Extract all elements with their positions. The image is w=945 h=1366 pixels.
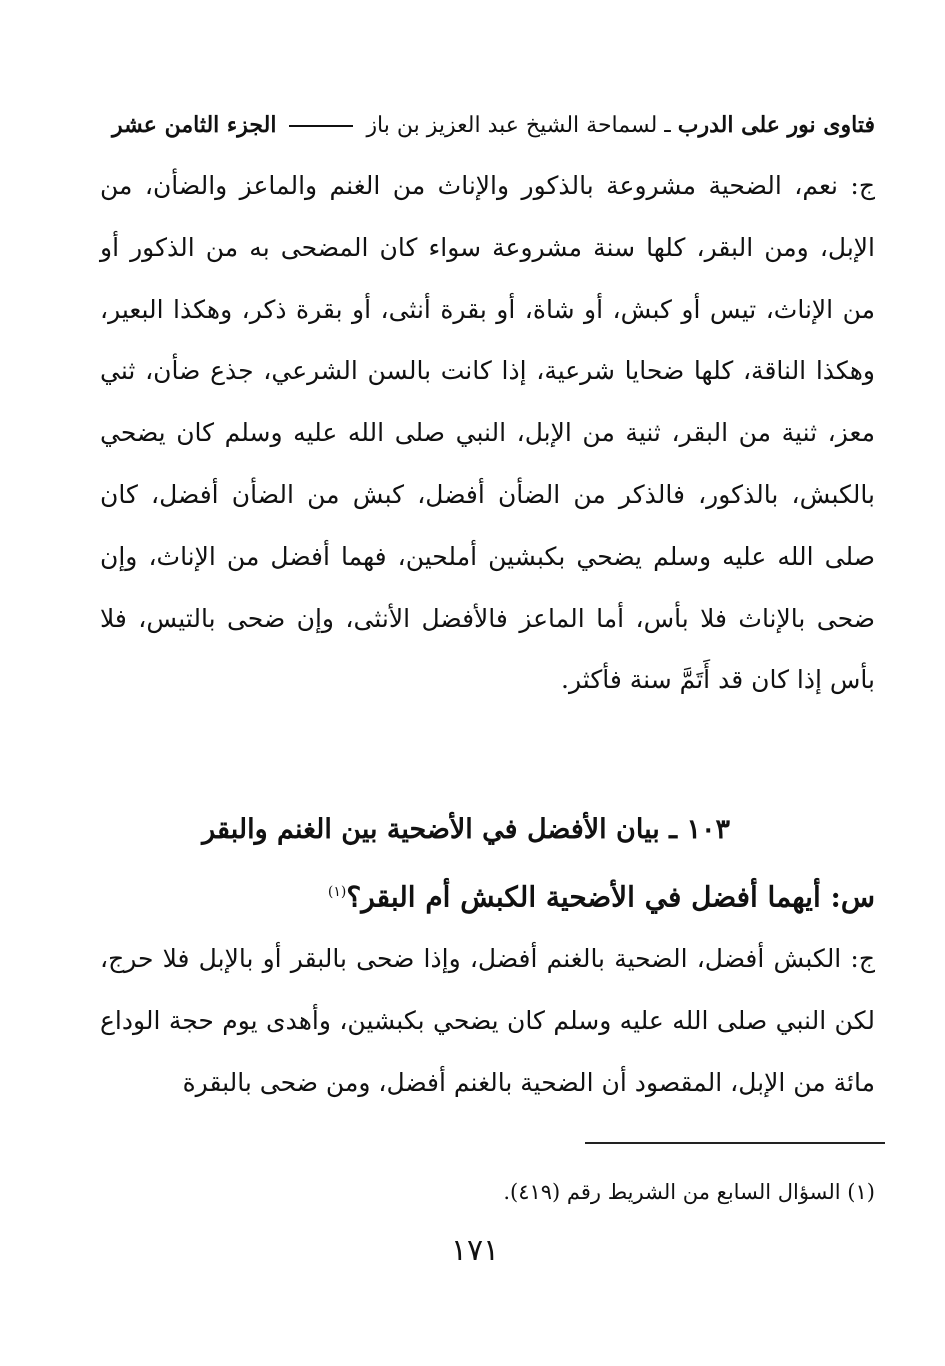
section-heading: ١٠٣ ـ بيان الأفضل في الأضحية بين الغنم والبقر [202, 814, 730, 845]
footnote-marker: (١) [327, 884, 347, 900]
author-name: لسماحة الشيخ عبد العزيز بن باز [366, 113, 658, 138]
answer-paragraph: ج: نعم، الضحية مشروعة بالذكور والإناث من الغنم والماعز والضأن، من الإبل، ومن البقر، كلها سنة مشروعة سواء كان المضحى به من الذكور أو من الإناث، تيس أو كبش، أو شاة، أو بقرة أنثى، أو بقرة ذكر، وهكذا البعير، وهكذا الناقة، كلها ضحايا شرعية، إذا كانت بالسن الشرعي، جذع ضأن، ثني معز، ثنية من البقر، ثنية من الإبل، النبي صلى الله عليه وسلم كان يضحي بالكبش، بالذكور، فالذكر من الضأن أفضل، كبش من الضأن أفضل، كان صلى الله عليه وسلم يضحي بكبشين أملحين، فهما أفضل من الإناث، وإن ضحى بالإناث فلا بأس، أما الماعز فالأفضل الأنثى، وإن ضحى بالتيس، فلا بأس إذا كان قد أَتَمَّ سنة فأكثر. [100, 171, 875, 695]
question-text: س: أيهما أفضل في الأضحية الكبش أم البقر؟ [346, 880, 875, 914]
book-title: فتاوى نور على الدرب [677, 112, 875, 138]
footnote-divider [585, 1142, 885, 1144]
volume-label: الجزء الثامن عشر [112, 112, 277, 138]
running-header [100, 108, 875, 142]
answer-paragraph-two: ج: الكبش أفضل، الضحية بالغنم أفضل، وإذا ضحى بالبقر أو بالإبل فلا حرج، لكن النبي صلى الله عليه وسلم كان يضحي بكبشين، وأهدى يوم حجة الوداع مائة من الإبل، المقصود أن الضحية بالغنم أفضل، ومن ضحى بالبقرة [100, 944, 875, 1097]
header-dash: ـ [657, 113, 671, 138]
page-number: ١٧١ [450, 1233, 500, 1268]
header-rule [289, 125, 353, 127]
question-line [100, 862, 875, 922]
footnote: (١) السؤال السابع من الشريط رقم (٤١٩). [503, 1180, 875, 1204]
